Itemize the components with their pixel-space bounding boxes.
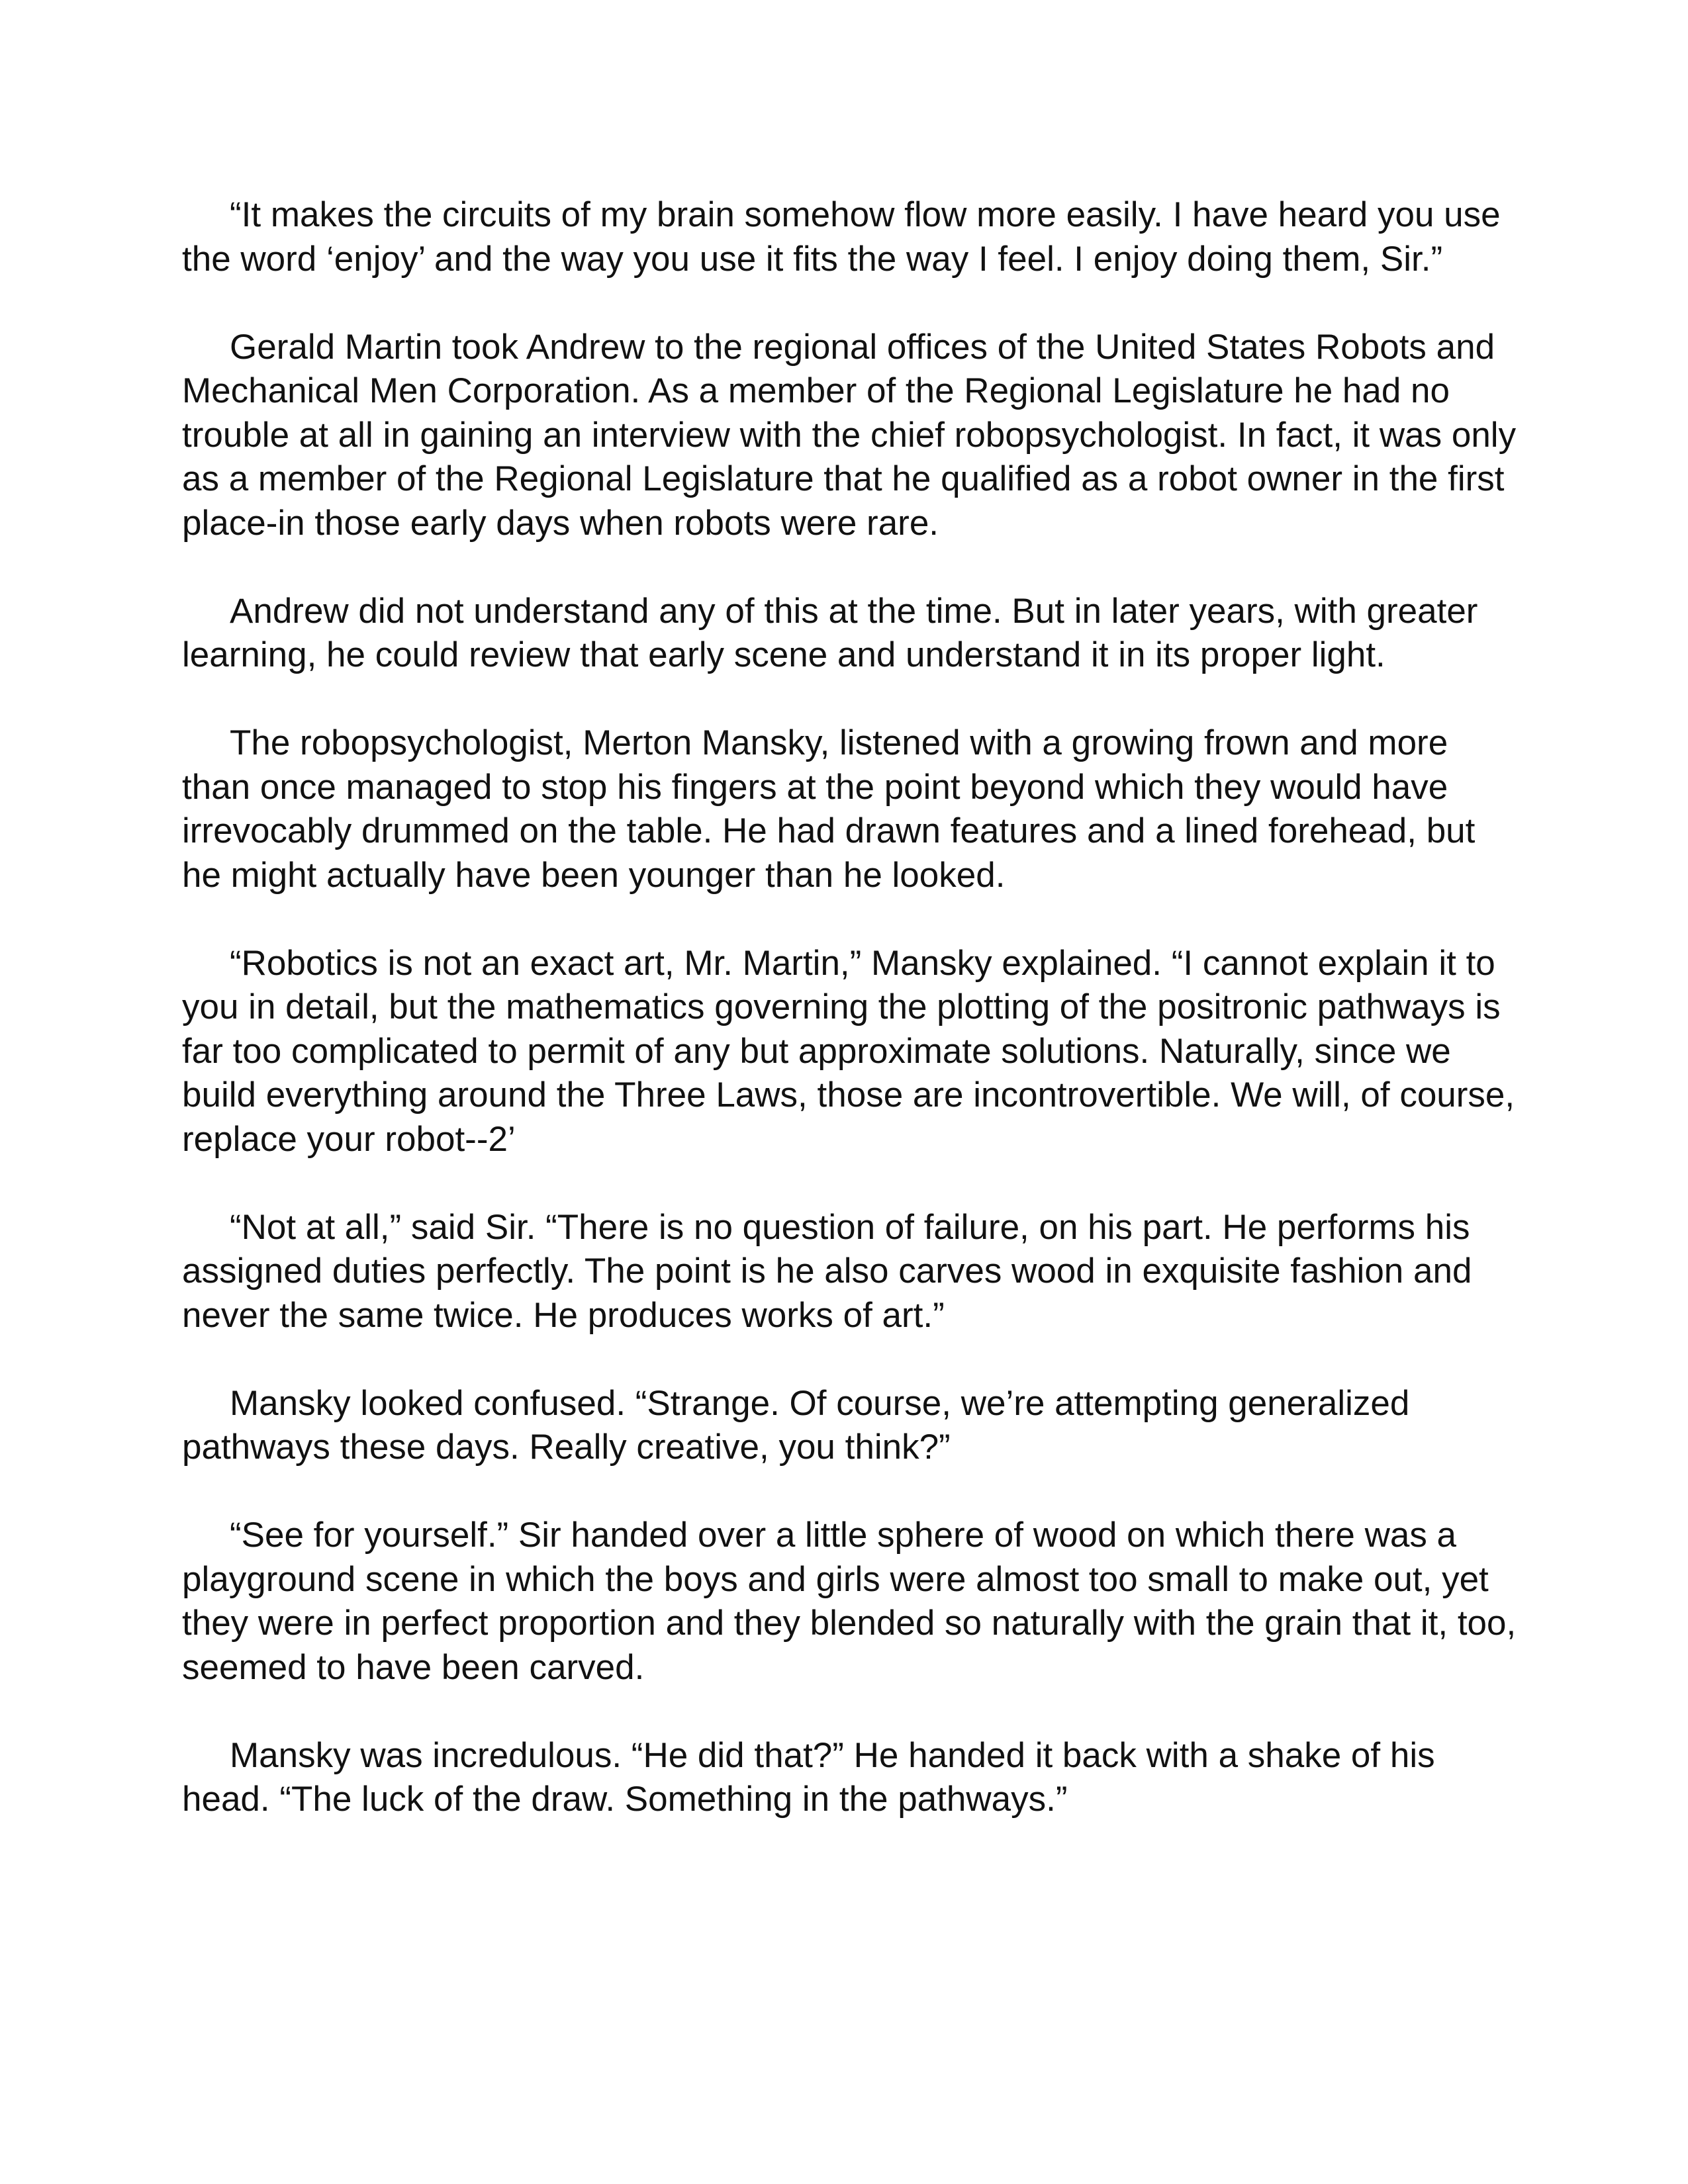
paragraph-3: Andrew did not understand any of this at the time. But in later years, with greater learning, he could review that early scene and understand it in its proper light. <box>182 591 1478 674</box>
paragraph-9: Mansky was incredulous. “He did that?” He handed it back with a shake of his head. “The luck of the draw. Something in the pathways.” <box>182 1735 1435 1819</box>
paragraph-8: “See for yourself.” Sir handed over a little sphere of wood on which there was a playground scene in which the boys and girls were almost too small to make out, yet they were in perfect proportion and they blended so naturally with the grain that it, too, seemed to have been carved. <box>182 1516 1517 1687</box>
paragraph-1: “It makes the circuits of my brain somehow flow more easily. I have heard you use the word ‘enjoy’ and the way you use it fits the way I feel. I enjoy doing them, Sir.” <box>182 195 1501 279</box>
paragraph-6: “Not at all,” said Sir. “There is no question of failure, on his part. He performs his assigned duties perfectly. The point is he also carves wood in exquisite fashion and never the same twice. He produces works of art.” <box>182 1207 1472 1335</box>
paragraph-7: Mansky looked confused. “Strange. Of course, we’re attempting generalized pathways these days. Really creative, you think?” <box>182 1383 1410 1467</box>
body-text <box>182 193 1519 1866</box>
paragraph-4: The robopsychologist, Merton Mansky, listened with a growing frown and more than once managed to stop his fingers at the point beyond which they would have irrevocably drummed on the table. He had drawn features and a lined forehead, but he might actually have been younger than he looked. <box>182 723 1476 895</box>
paragraph-5: “Robotics is not an exact art, Mr. Martin,” Mansky explained. “I cannot explain it to you in detail, but the mathematics governing the plotting of the positronic pathways is far too complicated to permit of any but approximate solutions. Naturally, since we build everything around the Three Laws, those are incontrovertible. We will, of course, replace your robot--2’ <box>182 943 1515 1159</box>
paragraph-2: Gerald Martin took Andrew to the regional offices of the United States Robots and Mechanical Men Corporation. As a member of the Regional Legislature he had no trouble at all in gaining an interview with the chief robopsychologist. In fact, it was only as a member of the Regional Legislature that he qualified as a robot owner in the first place-in those early days when robots were rare. <box>182 327 1517 543</box>
